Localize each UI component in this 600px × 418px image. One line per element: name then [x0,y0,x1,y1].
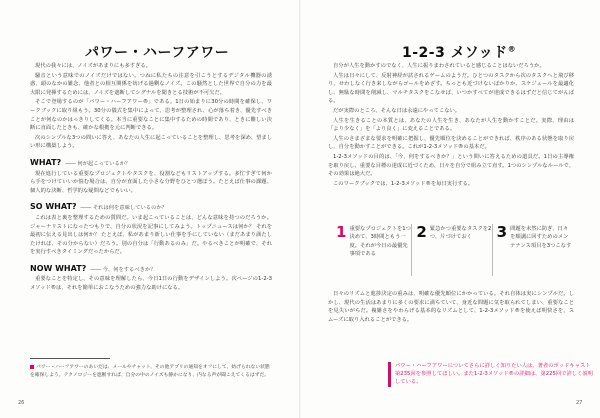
footnote-divider [30,358,110,359]
intro-paragraph: 次のシンプルな3つの問いに答え、あなたの人生に起こっていることを整理し、思考を深め、望ましい形に構築しよう。 [30,134,272,150]
page-title-power-half-hour: パワー・ハーフアワー [85,45,230,61]
right-page [300,0,600,418]
bullet-icon [30,365,34,369]
step-1 [332,224,411,276]
body-paragraph: このワークブックでは、1-2-3メソッド®を毎日実行する。 [333,180,474,187]
step-text: 重要なプロジェクトを1つ決めて、3時間ともう一度。それが今日の最優先事項である [349,226,411,258]
intro-paragraph: 現代の我々には、ノイズがあまりにも多すぎる。 [35,63,152,69]
step-number: 3 [496,223,508,241]
question-what-text: 現在進行している重要なプロジェクトやタスクを、役割などもリストアップする。多忙すぎて何から手をつけていいか悩む場合は、自分が直面した小さな分野をひとつ選ぼう。たとえば仕事の課題、個人的な決断、哲学的な疑問などでもいい。 [30,170,272,194]
step-2 [411,224,491,276]
body-paragraph: 人生を生きることの本質とは、あなたの人生を生き、あなたが人生を動かすことだ。実際、理由は「より少なく」を「より良く」に変えることである。 [328,117,574,133]
step-number: 2 [416,223,427,241]
closing-paragraph: 日々のリズムと進捗決定の重みは、明確な優先順位にかかっている。それ自体は実にシンプルだ。しかし、現代の生活はあまりに多くの要求に満ちていて、身近な問題に気を取られてしまい、重要なことを見失いがちだ。複雑さをやわらげる基本的なリズムとして、1-2-3メソッド®を使えば明快さを、スムーズに取り入れることができる。 [328,291,574,323]
question-so-what-heading: SO WHAT? ―― それは何を意味しているのか？ [30,202,167,212]
body-paragraph: 人生は日々にして、反射神経が試されるゲームのようだ。ひとつのタスクから次のタスクへと飛び移り、せわしなく行き来しながらゴールをめざす。ちっとも近づけないばかりか、スケジュールを最適化し、無駄な時間を削減し、マルチタスクをこなせば、いつかすべてが達成できるはずだと信じてがんばる。 [328,72,574,105]
intro-paragraph: 騒音という意味でのノイズだけではない。つねに私たちの注意を引こうとするデジタル機器の誘惑、頭のなかの雑念、他者との相互関係を妨げる過剰なノイズ。この騒然とした世界で自分の力を最大限に発揮するためには、ノイズを遮断してシグナルを聞きとる技術が不可欠だ。 [30,72,272,96]
footnote: パワー・ハーフアワーのあいだは、メールやチャット、その他アプリの通知をオフにして、妨げられない状態を確保しよう。テクノロジーを遮断すれば、自分の中のノイズも静かになり、内なる声が聞こえてくるはずだ。 [30,365,270,378]
question-now-what-text: 重要なことを特定し、その意味を理解したら、今日1日の行動をデザインしよう。次ページの1-2-3メソッド®は、それを簡単におこなうための強力な助けになる。 [30,276,272,292]
method-steps [332,224,572,276]
question-so-what-text: これは表と裏を整理するための質問だ。いま起こっていることは、どんな意味を持つのだろうか。ジャーナリストになったつもりで、自分の状況を記事にしてみよう。トップニュースは何か？ それを最初に伝える見出しは何か？ たとえば、私があまり新しい仕事を手にしていない（まだあまり満たしたければ、その分からない）だろう。別の自分は「行動あるのみ」だ。やるべきことが明確で、それを実行すべきタイミングだったからだ。 [30,214,272,256]
intro-paragraph: そこで登場するのが「パワー・ハーフアワー®」である。1日の始まりに30分の時間を確保し、ワークブックに取り組もう。30分の儀式を集中によって、思考が整理され、心が落ち着き、優先すべきことが何なのかはっきりしてくる。本当に重要なことに集中するための時間であり、ときに難しい決断に直面したときも、確かな根拠を元に判断できる。 [30,99,272,132]
page-title-123-method: 1-2-3 メソッド® [402,44,517,61]
step-number: 1 [336,223,347,241]
step-text: 問題を未然に防ぎ、日々を順調に回すためのメンテナンス項目を3つこなす [510,226,572,249]
step-3 [492,224,572,276]
left-body [30,62,272,294]
question-what-heading: WHAT? ―― 何が起こっているか？ [30,157,131,167]
pink-callout-note: パワー・ハーフアワーについてさらに詳しく知りたい人は、著者のポッドキャスト第235回を参照してほしい。また1-2-3メソッド®の詳細は、第225回で詳しく説明している。 [388,362,595,387]
page-number-right: 27 [576,400,583,406]
question-now-what-heading: NOW WHAT? ―― 今、何をするべきか？ [30,263,156,273]
right-body [328,62,574,189]
page-number-left: 26 [18,400,25,406]
body-paragraph: 人生のさまざまな要求を明確に把握し、優先順位を決めることができれば、秩序のある状態を取り戻し、自分を動かすことができる。これが1-2-3メソッド®の基本だ。 [328,135,574,151]
body-paragraph: 自分が人生を動かすのでなく、人生に振りまわされていると感じることはないだろうか。 [333,63,545,69]
step-text: 緊急かつ重要なタスクを2つ、片づけておく [429,226,492,241]
body-paragraph: だが実際のところ、そんな日は永遠にやってこない。 [333,107,461,114]
body-paragraph: 1-2-3メソッドの目的は、「今、何をするべきか？」という問いに答えるための道具だ。1日の主導権を取り戻し、重要な目標の達成に近づくため、日々を自分で組み立て直す。1つのシンプルなルールで、その効果は絶大だ。 [328,153,574,178]
